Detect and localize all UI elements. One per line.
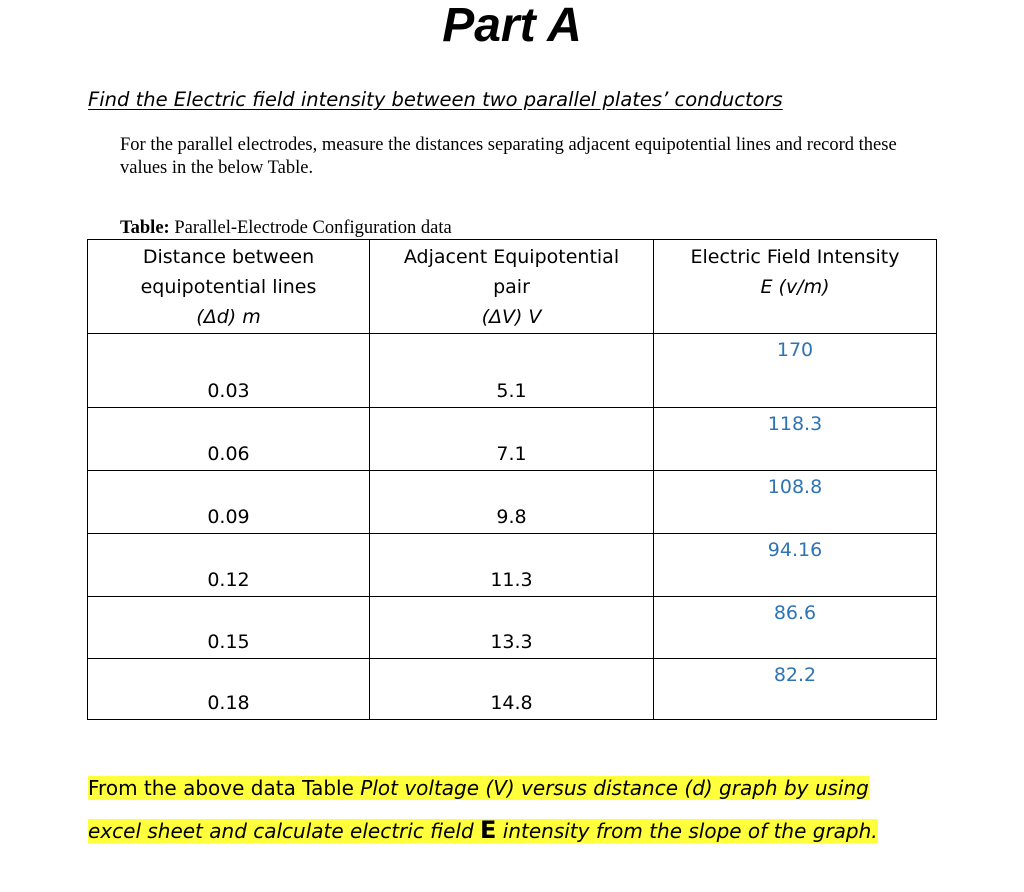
table-row — [88, 534, 937, 597]
voltage-cell: 11.3 — [370, 534, 654, 597]
voltage-cell: 9.8 — [370, 471, 654, 534]
distance-cell: 0.06 — [88, 408, 370, 471]
table-row — [88, 334, 937, 408]
header-efield: Electric Field Intensity E (v/m) — [654, 240, 937, 334]
distance-cell: 0.03 — [88, 334, 370, 408]
section-subtitle: Find the Electric field intensity between two parallel plates’ conductors — [88, 88, 783, 111]
efield-cell: 118.3 — [654, 408, 937, 471]
voltage-cell: 5.1 — [370, 334, 654, 408]
distance-cell: 0.15 — [88, 597, 370, 659]
header-distance: Distance between equipotential lines (Δd) m — [88, 240, 370, 334]
task-instruction — [88, 767, 878, 852]
table-caption — [120, 217, 452, 239]
table-row — [88, 408, 937, 471]
task-line-1: From the above data Table Plot voltage (V) versus distance (d) graph by using — [88, 776, 869, 800]
efield-cell: 86.6 — [654, 597, 937, 659]
voltage-cell: 13.3 — [370, 597, 654, 659]
table-row — [88, 659, 937, 720]
efield-cell: 170 — [654, 334, 937, 408]
voltage-cell: 7.1 — [370, 408, 654, 471]
table-header-row — [88, 240, 937, 334]
task-line-2: excel sheet and calculate electric field E intensity from the slope of the graph. — [88, 816, 878, 844]
efield-cell: 94.16 — [654, 534, 937, 597]
efield-cell: 108.8 — [654, 471, 937, 534]
distance-cell: 0.09 — [88, 471, 370, 534]
electric-field-symbol: E — [480, 816, 497, 844]
efield-cell: 82.2 — [654, 659, 937, 720]
distance-cell: 0.18 — [88, 659, 370, 720]
voltage-cell: 14.8 — [370, 659, 654, 720]
data-table — [87, 239, 937, 720]
instructions-paragraph: For the parallel electrodes, measure the distances separating adjacent equipotential lines and record these values in the below Table. — [120, 135, 897, 178]
distance-cell: 0.12 — [88, 534, 370, 597]
caption-text: Parallel-Electrode Configuration data — [169, 218, 452, 238]
header-voltage: Adjacent Equipotential pair (ΔV) V — [370, 240, 654, 334]
table-row — [88, 471, 937, 534]
caption-label: Table: — [120, 218, 170, 238]
table-row — [88, 597, 937, 659]
page-title: Part A — [442, 0, 582, 52]
